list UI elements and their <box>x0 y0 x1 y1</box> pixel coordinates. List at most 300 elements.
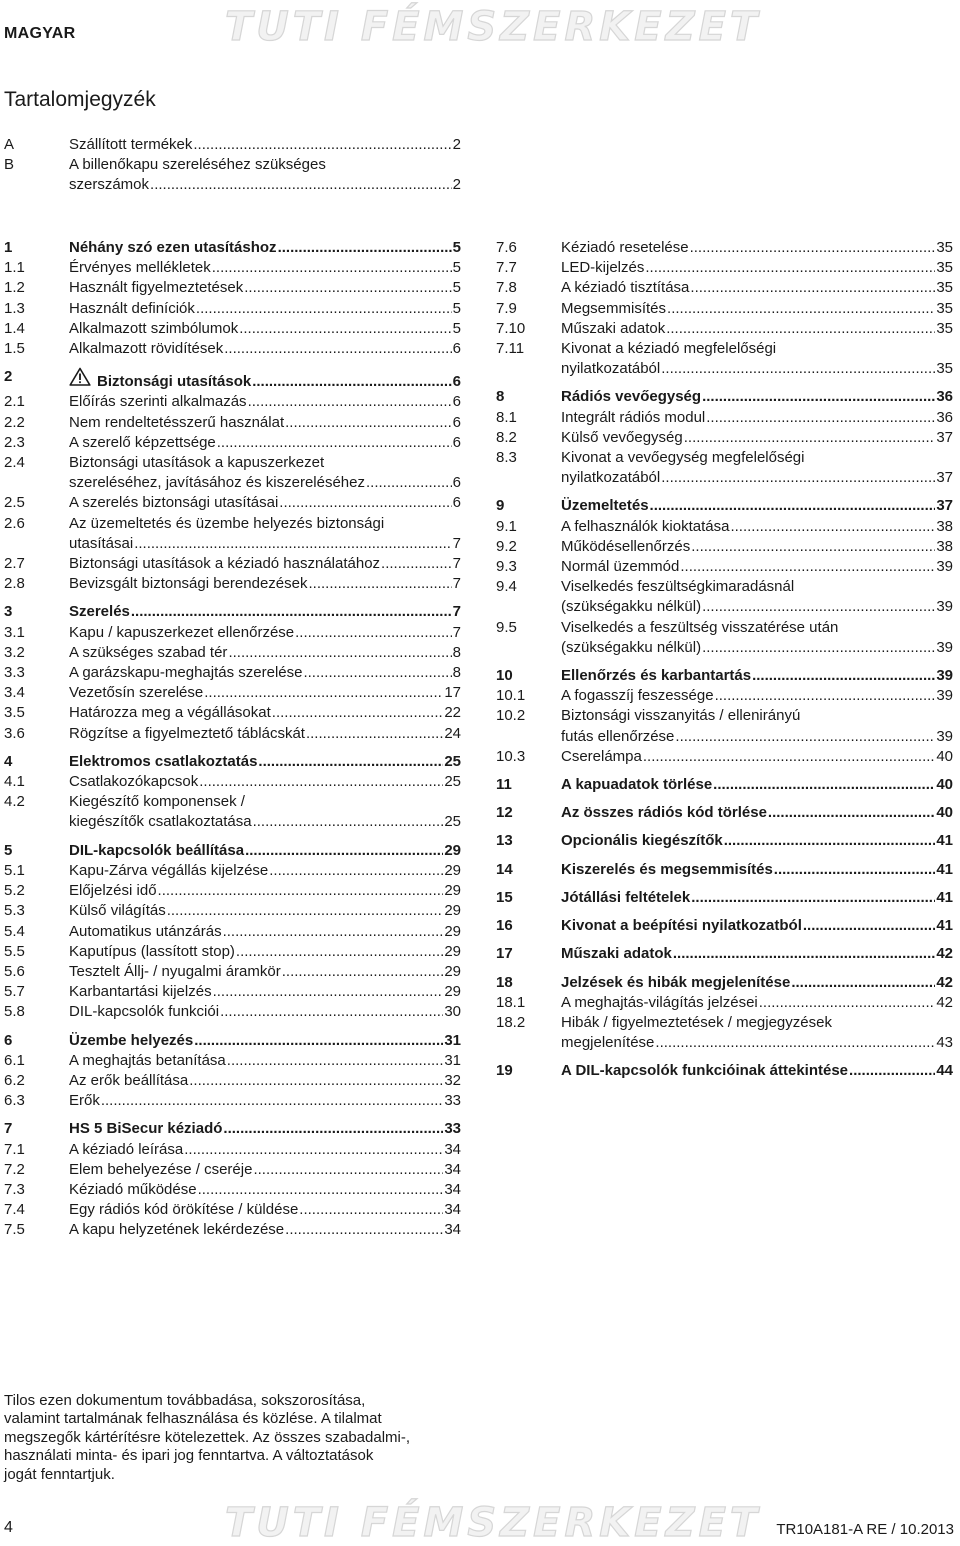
toc-entry-title: Az üzemeltetés és üzembe helyezés biztonsági <box>69 514 385 532</box>
toc-page-number: 29 <box>444 841 461 859</box>
toc-page-number: 2 <box>452 136 461 153</box>
toc-page-number: 39 <box>936 638 953 656</box>
toc-entry-title: DIL-kapcsolók funkciói <box>69 1003 220 1021</box>
toc-page-number: 35 <box>936 319 953 337</box>
toc-leader-dots <box>204 683 443 703</box>
toc-chapter-entry[interactable] <box>496 860 953 880</box>
toc-entry[interactable] <box>4 623 461 643</box>
toc-page-number: 35 <box>936 259 953 277</box>
toc-page-number: 2 <box>452 176 461 194</box>
toc-leader-dots <box>198 1180 444 1200</box>
toc-chapter-entry[interactable] <box>496 496 953 516</box>
toc-entry[interactable] <box>4 1051 461 1071</box>
toc-leader-dots <box>253 1160 443 1180</box>
toc-page-number: 41 <box>936 888 953 906</box>
toc-gap <box>496 767 953 775</box>
toc-page-number: 25 <box>444 813 461 831</box>
toc-entry-title: Viselkedés a feszültség visszatérése után <box>561 618 839 636</box>
toc-leader-dots <box>691 888 935 908</box>
toc-entry[interactable] <box>4 413 461 433</box>
toc-entry-title: A szerelő képzettsége <box>69 433 216 451</box>
toc-leader-dots <box>244 278 451 298</box>
toc-page-number: 22 <box>444 704 461 722</box>
toc-entry-number: 5.5 <box>4 942 25 960</box>
toc-entry-title: Jótállási feltételek <box>561 888 691 906</box>
toc-entry-number: 13 <box>496 832 513 850</box>
toc-leader-dots <box>299 1200 443 1220</box>
toc-leader-dots <box>213 982 444 1002</box>
toc-entry-title: nyilatkozatából <box>561 360 661 378</box>
toc-chapter-entry[interactable] <box>496 916 953 936</box>
toc-entry[interactable] <box>4 514 461 554</box>
toc-page-number: 6 <box>452 494 461 512</box>
toc-entry-number: 1.1 <box>4 259 25 277</box>
toc-entry[interactable] <box>4 861 461 881</box>
toc-right-column <box>496 238 953 1082</box>
toc-leader-dots <box>199 772 443 792</box>
toc-leader-dots <box>774 860 936 880</box>
toc-entry[interactable] <box>496 557 953 577</box>
legal-line: jogát fenntartjuk. <box>4 1465 115 1483</box>
language-label: MAGYAR <box>4 25 76 42</box>
toc-page-number: 42 <box>936 945 953 963</box>
toc-left-column <box>4 238 461 1241</box>
toc-page-number: 7 <box>452 555 461 573</box>
toc-entry-title: Műszaki adatok <box>561 319 666 337</box>
toc-page-number: 41 <box>936 832 953 850</box>
toc-page-number: 7 <box>452 534 461 552</box>
toc-entry-number: 9.2 <box>496 537 517 555</box>
toc-entry[interactable] <box>4 258 461 278</box>
toc-entry-title: Szerelés <box>69 603 130 621</box>
toc-page-number: 35 <box>936 299 953 317</box>
toc-gap <box>496 658 953 666</box>
toc-entry-title: szereléséhez, javításához és kiszereléséhez <box>69 474 365 492</box>
toc-entry[interactable] <box>4 792 461 832</box>
toc-entry[interactable] <box>496 258 953 278</box>
toc-entry-number: 5.3 <box>4 902 25 920</box>
toc-entry-title: A DIL-kapcsolók funkcióinak áttekintése <box>561 1062 849 1080</box>
toc-entry-number: 7.9 <box>496 299 517 317</box>
toc-entry-title: A kéziadó leírása <box>69 1140 184 1158</box>
legal-line: megszegők kártérítésre kötelezettek. Az összes szabadalmi-, <box>4 1428 411 1446</box>
toc-entry-number: 2.8 <box>4 575 25 593</box>
toc-leader-dots <box>295 623 452 643</box>
toc-entry-title: Rögzítse a figyelmeztető táblácskát <box>69 724 305 742</box>
toc-chapter-entry[interactable] <box>4 752 461 772</box>
page-number: 4 <box>4 1519 13 1536</box>
toc-leader-dots <box>285 1220 443 1240</box>
toc-page-number: 34 <box>444 1160 461 1178</box>
toc-entry[interactable] <box>4 453 461 493</box>
toc-leader-dots <box>158 881 444 901</box>
toc-page-number: 43 <box>936 1034 953 1052</box>
toc-entry[interactable] <box>496 618 953 658</box>
toc-entry-number: 3.1 <box>4 623 25 641</box>
toc-entry-number: 9.5 <box>496 618 517 636</box>
toc-entry-number: 7.8 <box>496 279 517 297</box>
toc-entry[interactable] <box>4 1071 461 1091</box>
toc-leader-dots <box>680 557 935 577</box>
toc-entry-number: 12 <box>496 804 513 822</box>
toc-entry-number: 4.1 <box>4 773 25 791</box>
toc-entry[interactable] <box>4 772 461 792</box>
toc-entry-title: Biztonsági utasítások a kapuszerkezet <box>69 454 325 472</box>
toc-entry[interactable] <box>496 747 953 767</box>
toc-entry-title: (szükségakku nélkül) <box>561 598 702 616</box>
toc-gap <box>4 833 461 841</box>
toc-chapter-entry[interactable] <box>4 367 461 392</box>
toc-entry[interactable] <box>496 238 953 258</box>
toc-page-number: 40 <box>936 776 953 794</box>
toc-page-number: 37 <box>936 428 953 446</box>
toc-leader-dots <box>306 724 443 744</box>
toc-entry-title: Használt definíciók <box>69 299 195 317</box>
toc-entry-title: Jelzések és hibák megjelenítése <box>561 973 791 991</box>
toc-entry-number: 7.3 <box>4 1180 25 1198</box>
toc-entry-title: A kapuadatok törlése <box>561 776 713 794</box>
legal-line: Tilos ezen dokumentum továbbadása, sokszorosítása, <box>4 1392 366 1409</box>
toc-entry-number: 10 <box>496 667 513 685</box>
legal-line: valamint tartalmának felhasználása és közlése. A tilalmat <box>4 1410 382 1428</box>
toc-chapter-entry[interactable] <box>496 944 953 964</box>
toc-chapter-entry[interactable] <box>496 803 953 823</box>
toc-page-number: 39 <box>936 727 953 745</box>
toc-entry-number: 2.5 <box>4 494 25 512</box>
toc-entry-title: kiegészítők csatlakoztatása <box>69 813 252 831</box>
toc-entry[interactable] <box>4 1180 461 1200</box>
toc-entry-title: Néhány szó ezen utasításhoz <box>69 239 277 256</box>
toc-entry-title: nyilatkozatából <box>561 469 661 487</box>
toc-leader-dots <box>303 663 451 683</box>
toc-entry-title: megjelenítése <box>561 1034 655 1052</box>
toc-chapter-entry[interactable] <box>4 1031 461 1051</box>
toc-entry-title: Cserelámpa <box>561 747 642 765</box>
toc-chapter-entry[interactable] <box>496 973 953 993</box>
toc-gap <box>4 594 461 602</box>
toc-page-number: 7 <box>452 575 461 593</box>
toc-entry[interactable] <box>4 319 461 339</box>
toc-entry-number: 5.4 <box>4 922 25 940</box>
toc-leader-dots <box>650 496 936 516</box>
toc-chapter-entry[interactable] <box>496 387 953 407</box>
header-watermark-logo: TUTI FÉMSZERKEZET <box>225 4 762 50</box>
toc-leader-dots <box>643 747 935 767</box>
toc-leader-dots <box>702 387 935 407</box>
toc-entry-title: LED-kijelzés <box>561 259 645 277</box>
toc-entry[interactable] <box>4 1200 461 1220</box>
toc-entry-number: 7.11 <box>496 340 525 358</box>
toc-entry-number: B <box>4 156 15 174</box>
toc-entry-number: 2.1 <box>4 393 25 411</box>
toc-entry[interactable] <box>4 278 461 298</box>
toc-page-number: 8 <box>452 664 461 682</box>
toc-page-number: 31 <box>444 1051 461 1069</box>
toc-page-number: 31 <box>444 1031 461 1049</box>
toc-gap <box>496 852 953 860</box>
toc-leader-dots <box>189 1071 443 1091</box>
toc-page-number: 5 <box>452 239 461 256</box>
toc-leader-dots <box>101 1091 443 1111</box>
toc-entry-title: A szerelés biztonsági utasításai <box>69 494 279 512</box>
toc-entry[interactable] <box>4 703 461 723</box>
toc-page-number: 29 <box>444 962 461 980</box>
toc-leader-dots <box>269 861 443 881</box>
toc-entry-title: Biztonsági utasítások a kéziadó használatához <box>69 555 381 573</box>
toc-entry-number: 10.2 <box>496 707 526 725</box>
toc-entry-number: 14 <box>496 860 513 878</box>
toc-gap <box>496 936 953 944</box>
toc-leader-dots <box>702 638 935 658</box>
toc-entry-title: A felhasználók kioktatása <box>561 517 730 535</box>
toc-leader-dots <box>228 643 451 663</box>
toc-entry[interactable] <box>4 643 461 663</box>
toc-entry[interactable] <box>4 962 461 982</box>
toc-entry[interactable] <box>496 537 953 557</box>
toc-entry-number: 3 <box>4 603 13 621</box>
toc-entry[interactable] <box>4 1091 461 1111</box>
toc-page-number: 6 <box>452 393 461 411</box>
toc-entry[interactable] <box>496 428 953 448</box>
toc-leader-dots <box>220 1002 443 1022</box>
page-header <box>0 0 960 70</box>
toc-page-number: 33 <box>444 1092 461 1110</box>
toc-gap <box>496 1053 953 1061</box>
toc-gap <box>4 359 461 367</box>
toc-chapter-entry[interactable] <box>496 888 953 908</box>
toc-chapter-entry[interactable] <box>4 1119 461 1139</box>
toc-leader-dots <box>791 973 935 993</box>
toc-entry[interactable] <box>4 1140 461 1160</box>
toc-gap <box>4 1111 461 1119</box>
toc-leader-dots <box>285 413 452 433</box>
toc-entry-number: 16 <box>496 917 513 935</box>
toc-entry-title: HS 5 BiSecur kéziadó <box>69 1120 223 1138</box>
toc-leader-dots <box>194 1031 443 1051</box>
toc-entry-number: 8.1 <box>496 408 517 426</box>
toc-page-number: 5 <box>452 299 461 317</box>
toc-entry-title: futás ellenőrzése <box>561 727 675 745</box>
toc-entry-title: Üzemeltetés <box>561 497 649 515</box>
toc-entry[interactable] <box>496 686 953 706</box>
toc-entry-number: 1 <box>4 239 13 256</box>
toc-entry[interactable] <box>4 1220 461 1240</box>
toc-entry-title: Tesztelt Állj- / nyugalmi áramkör <box>69 962 281 980</box>
toc-entry-title: Viselkedés feszültségkimaradásnál <box>561 578 795 596</box>
toc-entry-title: Ellenőrzés és karbantartás <box>561 667 752 685</box>
toc-entry[interactable] <box>496 517 953 537</box>
toc-entry[interactable] <box>496 1013 953 1053</box>
toc-entry-title: Kivonat a kéziadó megfelelőségi <box>561 340 777 358</box>
toc-leader-dots <box>258 752 443 772</box>
toc-page-number: 34 <box>444 1140 461 1158</box>
toc-entry[interactable] <box>4 982 461 1002</box>
toc-chapter-entry[interactable] <box>496 775 953 795</box>
toc-entry[interactable] <box>4 299 461 319</box>
toc-entry-title: Kiszerelés és megsemmisítés <box>561 860 773 878</box>
toc-page-number: 39 <box>936 598 953 616</box>
toc-leader-dots <box>212 258 452 278</box>
toc-leader-dots <box>381 554 452 574</box>
toc-entry-number: 7.2 <box>4 1160 25 1178</box>
toc-entry[interactable] <box>4 663 461 683</box>
toc-entry[interactable] <box>4 1002 461 1022</box>
toc-entry[interactable] <box>4 135 461 155</box>
toc-entry-title: Működésellenőrzés <box>561 537 691 555</box>
toc-leader-dots <box>150 175 452 195</box>
toc-leader-dots <box>217 433 452 453</box>
toc-entry[interactable] <box>4 922 461 942</box>
toc-leader-dots <box>675 727 935 747</box>
toc-leader-dots <box>278 238 452 258</box>
document-reference: TR10A181-A RE / 10.2013 <box>776 1521 954 1538</box>
toc-entry[interactable] <box>4 683 461 703</box>
toc-entry-title: Kéziadó működése <box>69 1180 197 1198</box>
toc-entry-number: 3.4 <box>4 684 25 702</box>
toc-entry[interactable] <box>4 433 461 453</box>
toc-leader-dots <box>849 1061 935 1081</box>
toc-entry-number: 18 <box>496 973 513 991</box>
toc-entry-number: 9.4 <box>496 578 517 596</box>
toc-entry[interactable] <box>4 493 461 513</box>
toc-page-number: 29 <box>444 922 461 940</box>
toc-entry[interactable] <box>4 881 461 901</box>
toc-page-number: 38 <box>936 537 953 555</box>
toc-entry[interactable] <box>4 901 461 921</box>
toc-entry[interactable] <box>4 942 461 962</box>
toc-entry-title: Hibák / figyelmeztetések / megjegyzések <box>561 1013 832 1031</box>
toc-entry[interactable] <box>496 299 953 319</box>
toc-entry[interactable] <box>496 993 953 1013</box>
toc-entry[interactable] <box>4 724 461 744</box>
toc-page-number: 39 <box>936 667 953 685</box>
toc-leader-dots <box>131 602 452 622</box>
toc-entry-number: 1.4 <box>4 319 25 337</box>
toc-entry-title: Erők <box>69 1092 100 1110</box>
toc-entry-number: 3.5 <box>4 704 25 722</box>
toc-entry-number: 1.2 <box>4 279 25 297</box>
legal-line: használati minta- és ipari jog fenntartva. A változtatások <box>4 1447 374 1465</box>
toc-entry[interactable] <box>4 574 461 594</box>
toc-entry-number: 8.3 <box>496 449 517 467</box>
toc-leader-dots <box>713 775 935 795</box>
toc-entry-number: 1.3 <box>4 299 25 317</box>
toc-leader-dots <box>768 803 935 823</box>
toc-entry[interactable] <box>496 448 953 488</box>
toc-entry-title: Megsemmisítés <box>561 299 667 317</box>
toc-entry-number: 3.3 <box>4 664 25 682</box>
toc-gap <box>4 1023 461 1031</box>
toc-chapter-entry[interactable] <box>496 1061 953 1081</box>
toc-leader-dots <box>645 258 935 278</box>
toc-entry[interactable] <box>496 577 953 617</box>
toc-entry-number: 8.2 <box>496 428 517 446</box>
toc-page-number: 8 <box>452 643 461 661</box>
toc-entry-title: Kaputípus (lassított stop) <box>69 942 235 960</box>
toc-top-section <box>4 135 461 196</box>
toc-leader-dots <box>252 372 451 392</box>
toc-page-number: 25 <box>444 752 461 770</box>
toc-entry-title: A garázskapu-meghajtás szerelése <box>69 664 303 682</box>
toc-page-number: 41 <box>936 917 953 935</box>
toc-entry-title: Karbantartási kijelzés <box>69 983 212 1001</box>
toc-entry-title: A fogasszíj feszessége <box>561 687 714 705</box>
toc-entry-title: Az erők beállítása <box>69 1071 189 1089</box>
toc-entry[interactable] <box>4 155 461 195</box>
toc-chapter-entry[interactable] <box>4 238 461 258</box>
toc-page-number: 40 <box>936 747 953 765</box>
toc-entry[interactable] <box>496 706 953 746</box>
toc-page-number: 34 <box>444 1201 461 1219</box>
toc-entry-title: Külső világítás <box>69 902 166 920</box>
toc-entry-title: Kéziadó resetelése <box>561 239 689 256</box>
toc-chapter-entry[interactable] <box>4 841 461 861</box>
toc-entry[interactable] <box>4 339 461 359</box>
toc-entry[interactable] <box>4 554 461 574</box>
toc-leader-dots <box>184 1140 443 1160</box>
toc-entry-title: Integrált rádiós modul <box>561 408 706 426</box>
toc-entry-title: Nem rendeltetésszerű használat <box>69 413 285 431</box>
toc-entry-title: A meghajtás betanítása <box>69 1051 226 1069</box>
toc-page-number: 29 <box>444 942 461 960</box>
toc-chapter-entry[interactable] <box>496 666 953 686</box>
toc-entry-number: 2.7 <box>4 555 25 573</box>
warning-icon <box>69 367 91 386</box>
toc-entry-title: Alkalmazott rövidítések <box>69 340 224 358</box>
toc-entry-number: A <box>4 136 15 153</box>
toc-entry-title: Csatlakozókapcsok <box>69 773 199 791</box>
toc-entry-number: 2.4 <box>4 454 25 472</box>
toc-entry-number: 7.10 <box>496 319 526 337</box>
toc-entry-title: Előírás szerinti alkalmazás <box>69 393 247 411</box>
toc-entry[interactable] <box>496 278 953 298</box>
toc-entry-number: 17 <box>496 945 513 963</box>
toc-entry-number: 6.2 <box>4 1071 25 1089</box>
legal-notice <box>4 1392 474 1484</box>
toc-entry-number: 10.1 <box>496 687 526 705</box>
toc-entry-title: Biztonsági utasítások <box>97 373 252 391</box>
toc-entry-number: 15 <box>496 888 513 906</box>
toc-chapter-entry[interactable] <box>4 602 461 622</box>
toc-entry-title: A billenőkapu szereléséhez szükséges <box>69 156 326 174</box>
toc-entry-title: Üzembe helyezés <box>69 1031 194 1049</box>
toc-entry-number: 19 <box>496 1062 513 1080</box>
toc-entry[interactable] <box>496 339 953 379</box>
toc-entry-title: Vezetősín szerelése <box>69 684 204 702</box>
toc-page-number: 6 <box>452 474 461 492</box>
toc-entry-title: DIL-kapcsolók beállítása <box>69 841 245 859</box>
toc-entry-title: Kivonat a vevőegység megfelelőségi <box>561 449 805 467</box>
toc-entry-title: Az összes rádiós kód törlése <box>561 804 767 822</box>
toc-entry[interactable] <box>496 408 953 428</box>
toc-gap <box>496 823 953 831</box>
toc-leader-dots <box>134 534 451 554</box>
toc-page-number: 38 <box>936 517 953 535</box>
toc-page-number: 30 <box>444 1003 461 1021</box>
toc-entry-title: Rádiós vevőegység <box>561 388 702 406</box>
toc-page-number: 36 <box>936 408 953 426</box>
toc-leader-dots <box>223 922 444 942</box>
toc-entry-number: 7.5 <box>4 1221 25 1239</box>
toc-entry[interactable] <box>4 392 461 412</box>
toc-chapter-entry[interactable] <box>496 831 953 851</box>
toc-page-number: 40 <box>936 804 953 822</box>
toc-entry-title: szerszámok <box>69 176 150 194</box>
toc-entry-title: Külső vevőegység <box>561 428 683 446</box>
toc-entry-title: A kéziadó tisztítása <box>561 279 690 297</box>
toc-entry[interactable] <box>496 319 953 339</box>
toc-entry[interactable] <box>4 1160 461 1180</box>
